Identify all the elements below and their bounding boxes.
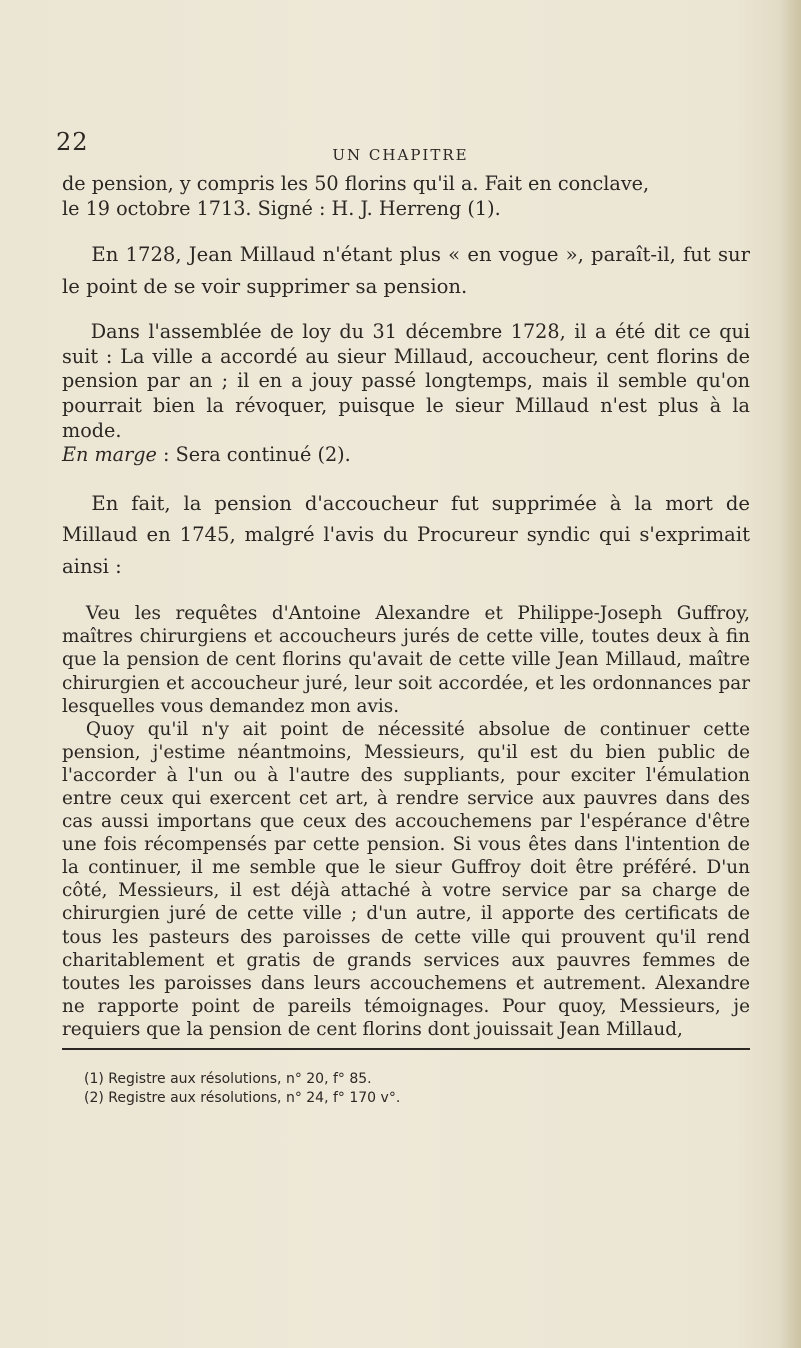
paragraph-assemblee-text: Dans l'assemblée de loy du 31 décembre 1728, il a été dit ce qui suit : La ville a accordé au sieur Millaud, accoucheur, cent florins de pension par an ; il en a jouy passé longtemps, mais il semble qu'on pourrait bien la révoquer, puisque le sieur Millaud n'est plus à la mode. [62, 320, 750, 442]
body-text [62, 172, 750, 1041]
footnote-1: (1) Registre aux résolutions, n° 20, f° 85. [84, 1071, 372, 1087]
footnotes [64, 1070, 744, 1108]
paragraph-assemblee [62, 320, 750, 468]
quoted-paragraph-1: Veu les requêtes d'Antoine Alexandre et Philippe-Joseph Guffroy, maîtres chirurgiens et accoucheurs jurés de cette ville, toutes deux à fin que la pension de cent florins qu'avait de cette ville Jean Millaud, maître chirurgien et accoucheur juré, leur soit accordée, et les ordonnances par lesquelles vous demandez mon avis. [62, 603, 750, 717]
quoted-opinion [62, 602, 750, 1041]
margin-note-text: : Sera continué (2). [156, 443, 351, 467]
paragraph-continuation [62, 172, 750, 221]
paragraph-continuation-line-1: de pension, y compris les 50 florins qu'il a. Fait en conclave, [62, 172, 650, 195]
footnote-rule [62, 1048, 750, 1050]
paragraph-suppression: En fait, la pension d'accoucheur fut supprimée à la mort de Millaud en 1745, malgré l'avis du Procureur syndic qui s'exprimait ainsi : [62, 491, 750, 578]
footnote-2: (2) Registre aux résolutions, n° 24, f° 170 v°. [84, 1090, 401, 1106]
quoted-paragraph-2: Quoy qu'il n'y ait point de nécessité absolue de continuer cette pension, j'estime néantmoins, Messieurs, qu'il est du bien public de l'accorder à l'un ou à l'autre des suppliants, pour exciter l'émulation entre ceux qui exercent cet art, à rendre service aux pauvres dans des cas aussi importans que ceux des accouchemens par l'espérance d'être une fois récompensés par cette pension. Si vous êtes dans l'intention de la continuer, il me semble que le sieur Guffroy doit être préféré. D'un côté, Messieurs, il est déjà attaché à votre service par sa charge de chirurgien juré de cette ville ; d'un autre, il apporte des certificats de tous les pasteurs des paroisses de cette ville qui prouvent qu'il rend charitablement et gratis de grands services aux pauvres femmes de toutes les paroisses dans leurs accouchemens et autrement. Alexandre ne rapporte point de pareils témoignages. Pour quoy, Messieurs, je requiers que la pension de cent florins dont jouissait Jean Millaud, [62, 718, 750, 1040]
page-edge-shadow [779, 0, 801, 1348]
paragraph-continuation-line-2: le 19 octobre 1713. Signé : H. J. Herreng (1). [62, 196, 501, 220]
paragraph-1728: En 1728, Jean Millaud n'étant plus « en vogue », paraît-il, fut sur le point de se voir supprimer sa pension. [62, 243, 750, 298]
running-head: UN CHAPITRE [332, 146, 469, 164]
margin-note-label: En marge [62, 443, 157, 467]
page-number: 22 [56, 128, 89, 156]
